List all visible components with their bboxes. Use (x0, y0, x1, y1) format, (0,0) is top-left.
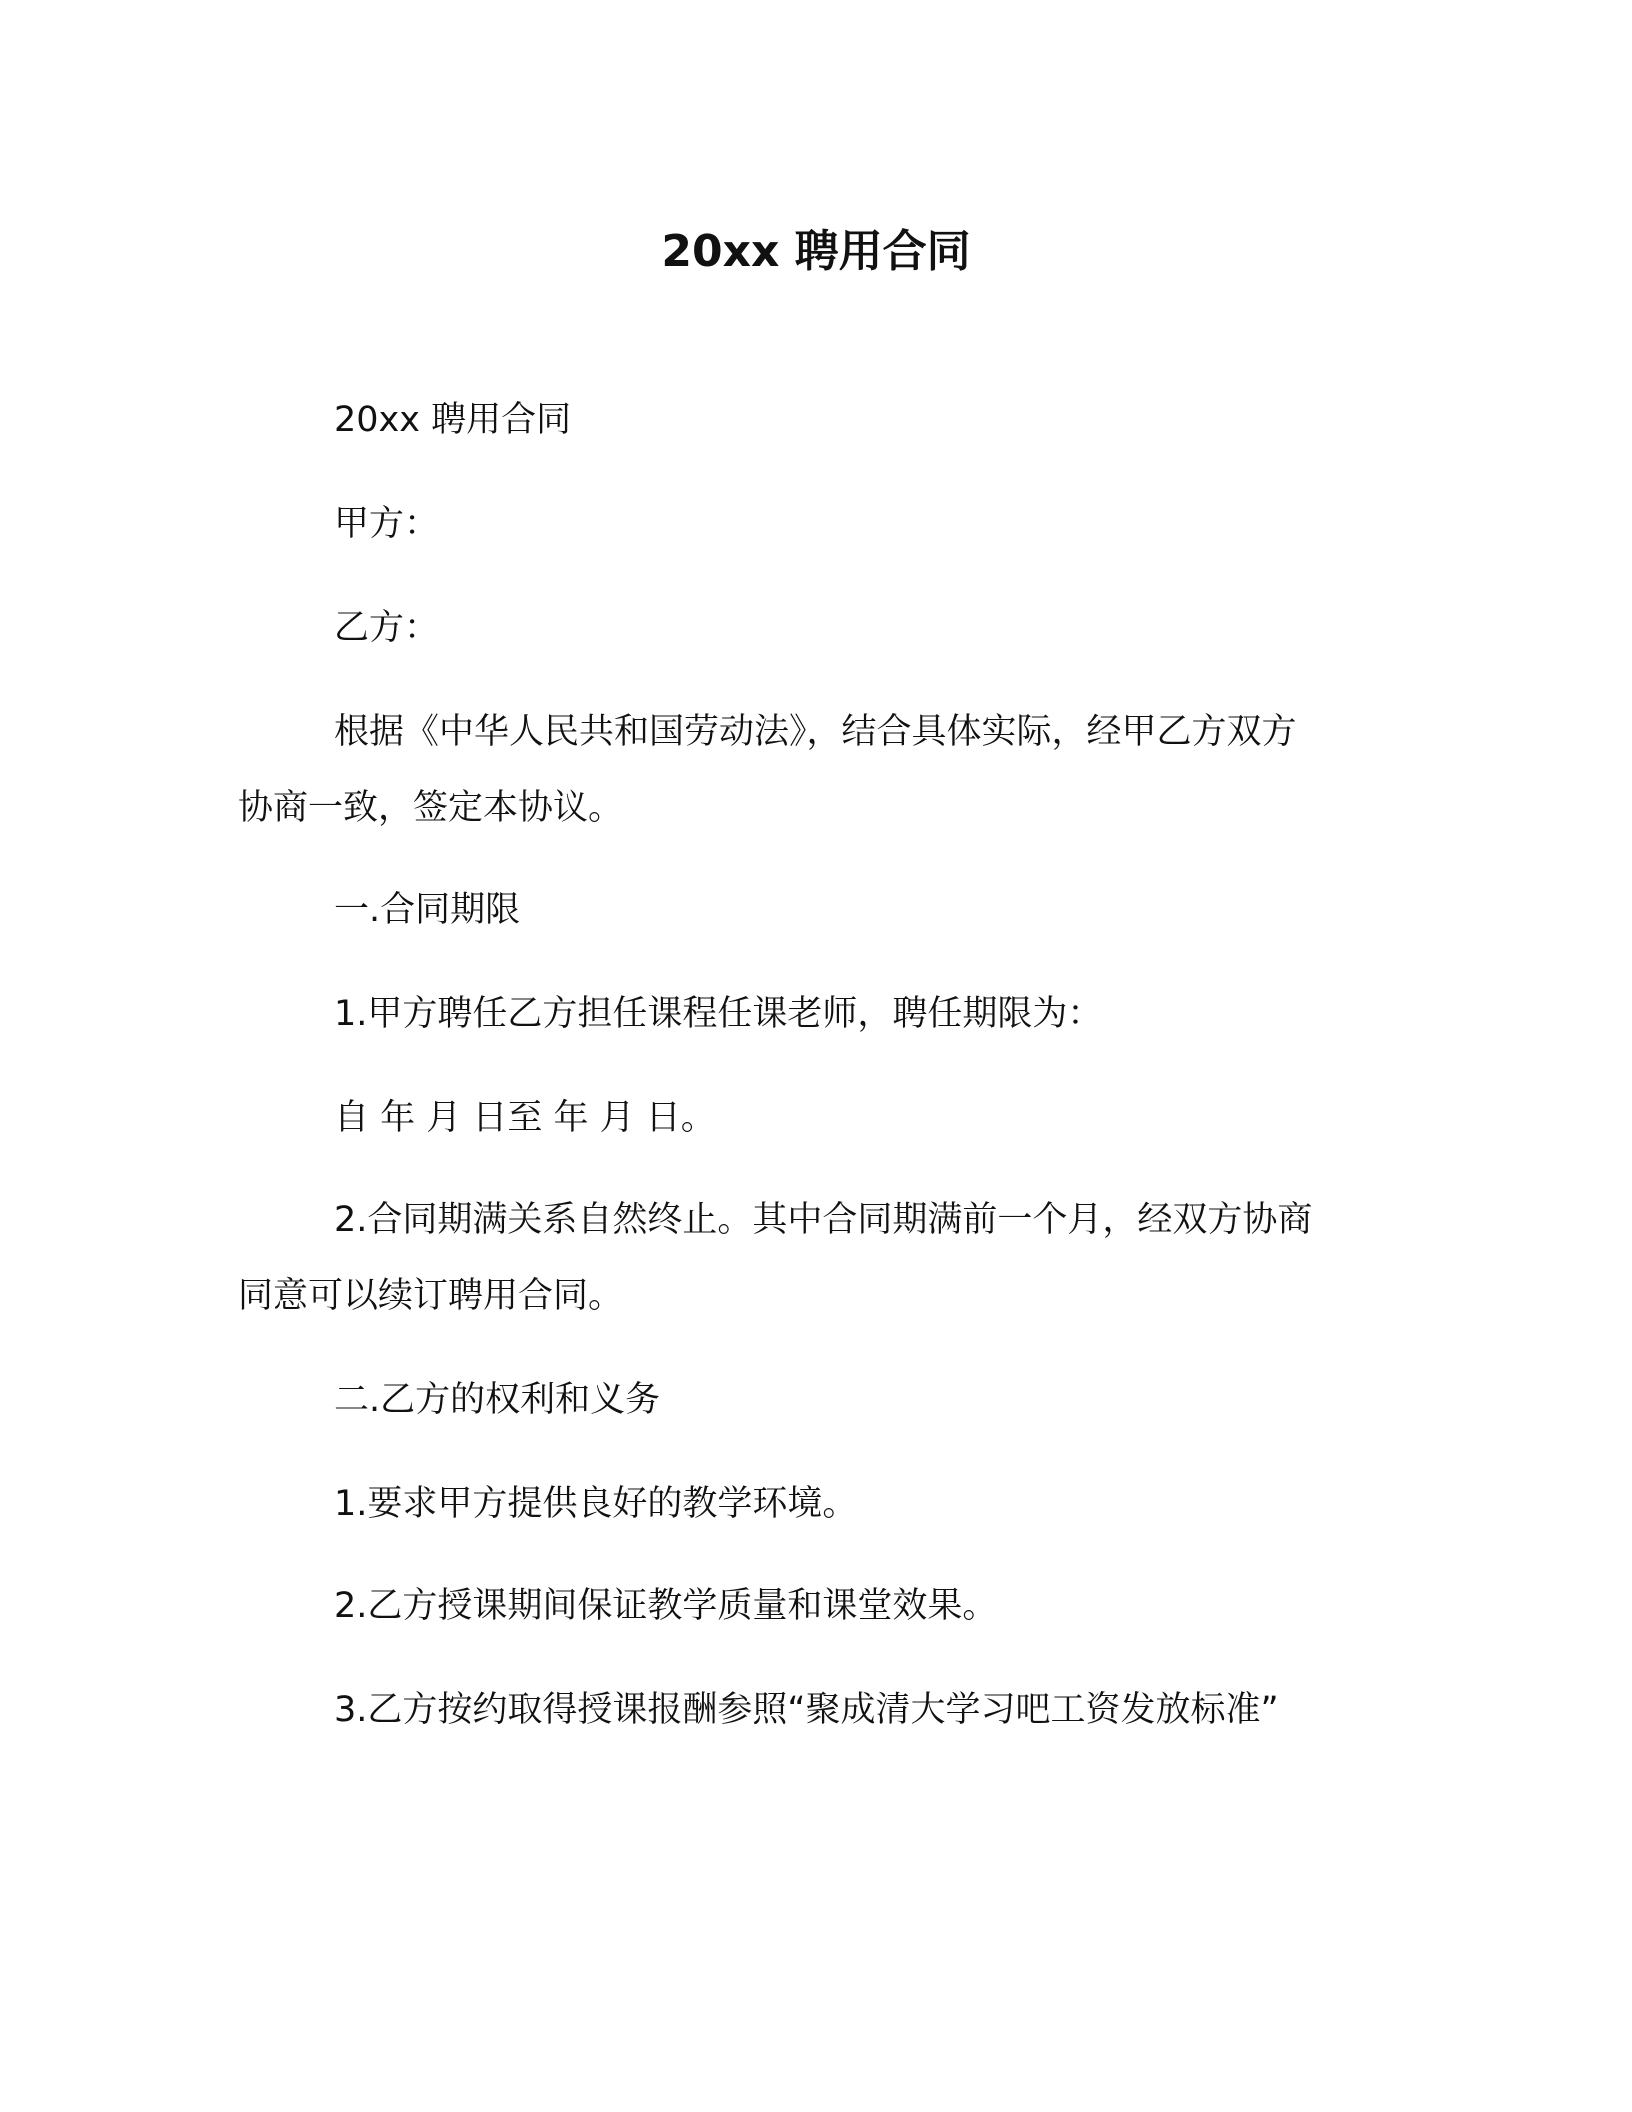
section-1-heading: 一.合同期限 (334, 890, 521, 930)
section-1-item-2-line-2: 同意可以续订聘用合同。 (238, 1276, 624, 1316)
party-b-label: 乙方： (334, 608, 440, 648)
section-2-item-2: 2.乙方授课期间保证教学质量和课堂效果。 (334, 1586, 998, 1626)
preamble-line-2: 协商一致，签定本协议。 (238, 788, 624, 828)
section-1-item-2-line-1: 2.合同期满关系自然终止。其中合同期满前一个月，经双方协商 (334, 1200, 1313, 1240)
section-2-item-1: 1.要求甲方提供良好的教学环境。 (334, 1484, 858, 1524)
section-2-item-3: 3.乙方按约取得授课报酬参照“聚成清大学习吧工资发放标准” (334, 1690, 1279, 1730)
contract-period-line: 自 年 月 日至 年 月 日。 (334, 1098, 716, 1138)
document-title: 20xx 聘用合同 (661, 226, 971, 277)
section-2-heading: 二.乙方的权利和义务 (334, 1380, 661, 1420)
contract-heading: 20xx 聘用合同 (334, 400, 572, 440)
party-a-label: 甲方： (334, 504, 440, 544)
section-1-item-1: 1.甲方聘任乙方担任课程任课老师，聘任期限为： (334, 994, 1103, 1034)
preamble-line-1: 根据《中华人民共和国劳动法》，结合具体实际，经甲乙方双方 (334, 712, 1297, 752)
